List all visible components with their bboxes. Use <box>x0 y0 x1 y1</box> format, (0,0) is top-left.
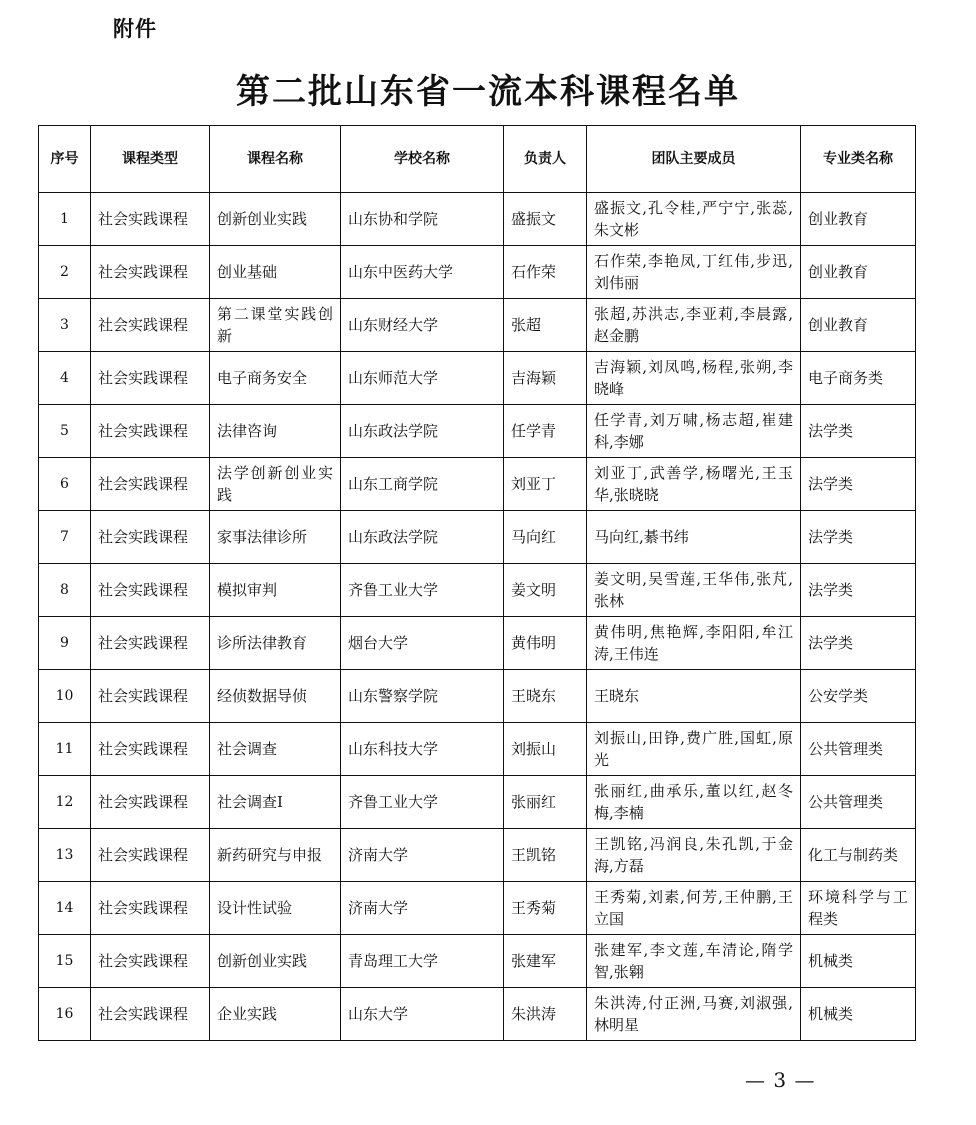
cell-team-members: 马向红,綦书纬 <box>587 511 801 564</box>
cell-course-name: 创新创业实践 <box>210 935 341 988</box>
cell-index: 5 <box>39 405 91 458</box>
cell-major-category: 机械类 <box>801 988 916 1041</box>
table-row <box>39 352 916 405</box>
cell-index: 15 <box>39 935 91 988</box>
cell-team-members: 张超,苏洪志,李亚莉,李晨露,赵金鹏 <box>587 299 801 352</box>
cell-index: 1 <box>39 193 91 246</box>
cell-school-name: 烟台大学 <box>341 617 504 670</box>
cell-team-members: 吉海颖,刘凤鸣,杨程,张朔,李晓峰 <box>587 352 801 405</box>
cell-index: 12 <box>39 776 91 829</box>
cell-school-name: 山东大学 <box>341 988 504 1041</box>
cell-team-members: 任学青,刘万啸,杨志超,崔建科,李娜 <box>587 405 801 458</box>
header-index: 序号 <box>39 126 91 193</box>
cell-major-category: 公安学类 <box>801 670 916 723</box>
cell-major-category: 公共管理类 <box>801 723 916 776</box>
cell-team-members: 朱洪涛,付正洲,马赛,刘淑强,林明星 <box>587 988 801 1041</box>
cell-course-type: 社会实践课程 <box>91 511 210 564</box>
table-row <box>39 829 916 882</box>
cell-course-name: 创业基础 <box>210 246 341 299</box>
cell-team-members: 石作荣,李艳凤,丁红伟,步迅,刘伟丽 <box>587 246 801 299</box>
cell-course-type: 社会实践课程 <box>91 458 210 511</box>
cell-team-members: 王秀菊,刘素,何芳,王仲鹏,王立国 <box>587 882 801 935</box>
cell-course-type: 社会实践课程 <box>91 246 210 299</box>
course-list-table <box>38 125 916 1041</box>
header-team-members: 团队主要成员 <box>587 126 801 193</box>
table-row <box>39 299 916 352</box>
cell-major-category: 法学类 <box>801 405 916 458</box>
cell-major-category: 法学类 <box>801 458 916 511</box>
cell-index: 2 <box>39 246 91 299</box>
cell-team-members: 王凯铭,冯润良,朱孔凯,于金海,方磊 <box>587 829 801 882</box>
cell-index: 9 <box>39 617 91 670</box>
cell-course-name: 家事法律诊所 <box>210 511 341 564</box>
table-row <box>39 723 916 776</box>
cell-index: 16 <box>39 988 91 1041</box>
cell-leader: 王晓东 <box>504 670 587 723</box>
cell-major-category: 创业教育 <box>801 246 916 299</box>
cell-course-type: 社会实践课程 <box>91 405 210 458</box>
cell-course-type: 社会实践课程 <box>91 935 210 988</box>
cell-school-name: 济南大学 <box>341 829 504 882</box>
cell-team-members: 姜文明,吴雪莲,王华伟,张芃,张林 <box>587 564 801 617</box>
cell-team-members: 刘振山,田铮,费广胜,国虹,原光 <box>587 723 801 776</box>
cell-major-category: 法学类 <box>801 564 916 617</box>
cell-course-type: 社会实践课程 <box>91 299 210 352</box>
cell-course-type: 社会实践课程 <box>91 193 210 246</box>
page-number: — 3 — <box>745 1068 816 1092</box>
table-row <box>39 670 916 723</box>
cell-leader: 刘亚丁 <box>504 458 587 511</box>
cell-index: 4 <box>39 352 91 405</box>
table-row <box>39 935 916 988</box>
cell-leader: 王凯铭 <box>504 829 587 882</box>
cell-leader: 黄伟明 <box>504 617 587 670</box>
cell-leader: 张超 <box>504 299 587 352</box>
table-row <box>39 564 916 617</box>
cell-course-name: 创新创业实践 <box>210 193 341 246</box>
cell-index: 11 <box>39 723 91 776</box>
cell-course-name: 社会调查Ⅰ <box>210 776 341 829</box>
cell-leader: 任学青 <box>504 405 587 458</box>
cell-school-name: 山东中医药大学 <box>341 246 504 299</box>
cell-major-category: 法学类 <box>801 511 916 564</box>
cell-course-type: 社会实践课程 <box>91 723 210 776</box>
table-row <box>39 882 916 935</box>
cell-course-name: 诊所法律教育 <box>210 617 341 670</box>
cell-course-type: 社会实践课程 <box>91 670 210 723</box>
cell-leader: 王秀菊 <box>504 882 587 935</box>
cell-course-name: 社会调查 <box>210 723 341 776</box>
cell-index: 3 <box>39 299 91 352</box>
cell-course-type: 社会实践课程 <box>91 829 210 882</box>
cell-major-category: 法学类 <box>801 617 916 670</box>
cell-school-name: 山东师范大学 <box>341 352 504 405</box>
cell-school-name: 山东协和学院 <box>341 193 504 246</box>
cell-leader: 盛振文 <box>504 193 587 246</box>
cell-team-members: 张丽红,曲承乐,董以红,赵冬梅,李楠 <box>587 776 801 829</box>
cell-leader: 姜文明 <box>504 564 587 617</box>
cell-major-category: 公共管理类 <box>801 776 916 829</box>
cell-school-name: 山东政法学院 <box>341 405 504 458</box>
header-major-category: 专业类名称 <box>801 126 916 193</box>
cell-course-type: 社会实践课程 <box>91 988 210 1041</box>
cell-school-name: 山东警察学院 <box>341 670 504 723</box>
cell-team-members: 张建军,李文莲,车清论,隋学智,张翱 <box>587 935 801 988</box>
cell-school-name: 山东财经大学 <box>341 299 504 352</box>
cell-major-category: 创业教育 <box>801 193 916 246</box>
cell-course-name: 电子商务安全 <box>210 352 341 405</box>
cell-course-name: 模拟审判 <box>210 564 341 617</box>
cell-leader: 张丽红 <box>504 776 587 829</box>
cell-index: 10 <box>39 670 91 723</box>
table-row <box>39 246 916 299</box>
header-leader: 负责人 <box>504 126 587 193</box>
cell-leader: 马向红 <box>504 511 587 564</box>
table-header-row <box>39 126 916 193</box>
cell-school-name: 济南大学 <box>341 882 504 935</box>
cell-index: 7 <box>39 511 91 564</box>
header-school-name: 学校名称 <box>341 126 504 193</box>
cell-school-name: 山东科技大学 <box>341 723 504 776</box>
cell-course-type: 社会实践课程 <box>91 776 210 829</box>
table-row <box>39 193 916 246</box>
table-row <box>39 511 916 564</box>
cell-school-name: 山东政法学院 <box>341 511 504 564</box>
cell-team-members: 盛振文,孔令桂,严宁宁,张蕊,朱文彬 <box>587 193 801 246</box>
table-row <box>39 405 916 458</box>
cell-school-name: 山东工商学院 <box>341 458 504 511</box>
cell-index: 13 <box>39 829 91 882</box>
cell-major-category: 机械类 <box>801 935 916 988</box>
table-row <box>39 988 916 1041</box>
cell-school-name: 齐鲁工业大学 <box>341 564 504 617</box>
cell-major-category: 化工与制药类 <box>801 829 916 882</box>
cell-course-type: 社会实践课程 <box>91 564 210 617</box>
cell-team-members: 王晓东 <box>587 670 801 723</box>
cell-course-type: 社会实践课程 <box>91 617 210 670</box>
cell-major-category: 创业教育 <box>801 299 916 352</box>
cell-course-type: 社会实践课程 <box>91 352 210 405</box>
cell-course-name: 第二课堂实践创新 <box>210 299 341 352</box>
header-course-type: 课程类型 <box>91 126 210 193</box>
cell-course-name: 设计性试验 <box>210 882 341 935</box>
table-row <box>39 458 916 511</box>
header-course-name: 课程名称 <box>210 126 341 193</box>
cell-index: 8 <box>39 564 91 617</box>
cell-leader: 朱洪涛 <box>504 988 587 1041</box>
cell-team-members: 黄伟明,焦艳辉,李阳阳,牟江涛,王伟连 <box>587 617 801 670</box>
table-row <box>39 617 916 670</box>
cell-index: 14 <box>39 882 91 935</box>
cell-course-name: 企业实践 <box>210 988 341 1041</box>
cell-course-name: 新药研究与申报 <box>210 829 341 882</box>
cell-school-name: 青岛理工大学 <box>341 935 504 988</box>
cell-school-name: 齐鲁工业大学 <box>341 776 504 829</box>
document-title: 第二批山东省一流本科课程名单 <box>236 72 740 112</box>
cell-leader: 张建军 <box>504 935 587 988</box>
cell-course-type: 社会实践课程 <box>91 882 210 935</box>
cell-course-name: 法律咨询 <box>210 405 341 458</box>
cell-leader: 石作荣 <box>504 246 587 299</box>
cell-leader: 刘振山 <box>504 723 587 776</box>
cell-major-category: 电子商务类 <box>801 352 916 405</box>
cell-major-category: 环境科学与工程类 <box>801 882 916 935</box>
cell-course-name: 法学创新创业实践 <box>210 458 341 511</box>
cell-index: 6 <box>39 458 91 511</box>
table-row <box>39 776 916 829</box>
cell-team-members: 刘亚丁,武善学,杨曙光,王玉华,张晓晓 <box>587 458 801 511</box>
cell-course-name: 经侦数据导侦 <box>210 670 341 723</box>
cell-leader: 吉海颖 <box>504 352 587 405</box>
attachment-label: 附件 <box>113 17 157 41</box>
